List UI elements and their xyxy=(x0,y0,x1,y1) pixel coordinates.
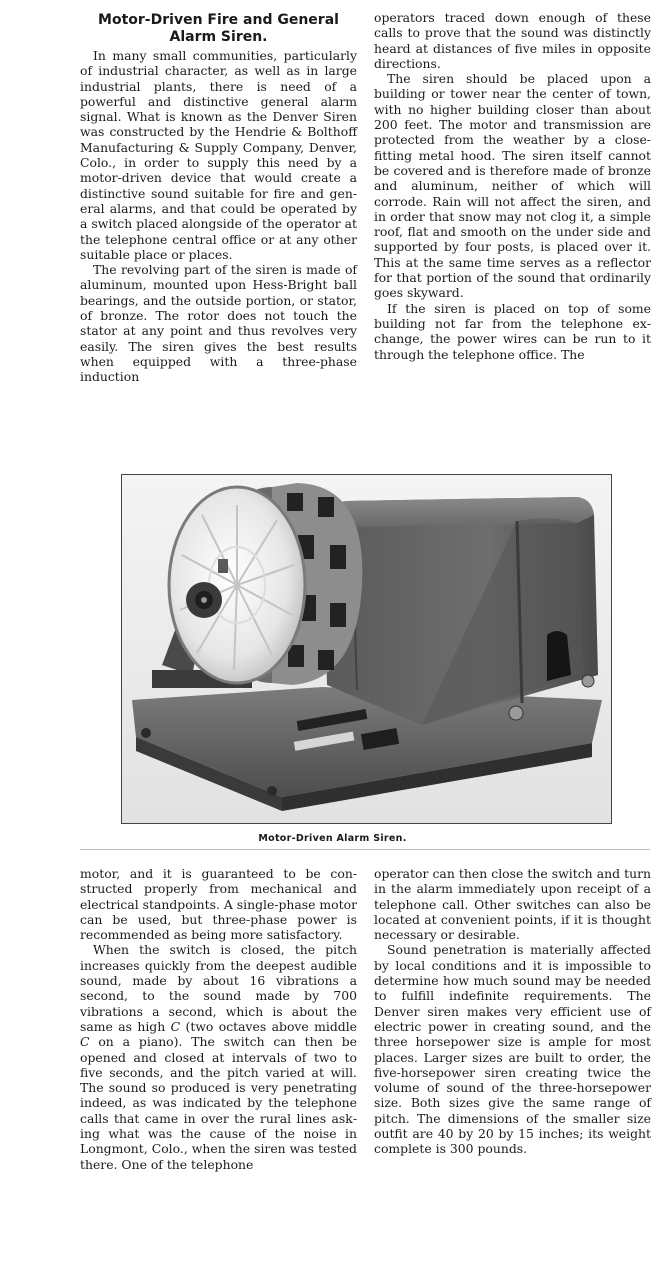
divider xyxy=(80,849,650,850)
paragraph: operator can then close the switch and turn in the alarm immediately upon receipt of a telephone call. Other switches can also be located at convenient points, if it is thought necessary or desirable. xyxy=(374,866,651,943)
title-line-2: Alarm Siren. xyxy=(169,29,268,45)
siren-photograph xyxy=(121,474,612,824)
paragraph: The siren should be placed upon a building or tower near the center of town, with no higher building closer than about 200 feet. The motor and transmission are protected from the weather by a close-fitting metal hood. The siren itself cannot be covered and is therefore made of bronze and aluminum, neither of which will corrode. Rain will not affect the siren, and in order that snow may not clog it, a simple roof, flat and smooth on the under side and supported by four posts, is placed over it. This at the same time serves as a reflector for that portion of the sound that ordinarily goes skyward. xyxy=(374,71,651,301)
siren-drum xyxy=(169,483,362,685)
column-bottom-left xyxy=(80,866,357,1172)
article-title xyxy=(80,12,357,46)
paragraph: motor, and it is guaranteed to be constructed properly from mechanical and electrical standpoints. A single-phase motor can be used, but three-phase power is recommended as being more satisfactory. xyxy=(80,866,357,943)
column-top-left xyxy=(80,12,357,385)
paragraph: If the siren is placed on top of some building not far from the telephone exchange, the power wires can be run to it through the telephone office. The xyxy=(374,300,651,362)
paragraph: The revolving part of the siren is made of aluminum, mounted upon Hess-Bright ball bearings, and the outside portion, or stator, of bronze. The rotor does not touch the stator at any point and thus revolves very easily. The siren gives the best results when equipped with a three-phase induction xyxy=(80,262,357,385)
column-bottom-right xyxy=(374,866,651,1157)
paragraph: Sound penetration is materially affected by local conditions and it is impossible to determine how much sound may be needed to fulfill indefinite requirements. The Denver siren makes very efficient use of electric power in creating sound, and the three horsepower size is ample for most places. Larger sizes are built to order, the five-horsepower siren creating twice the volume of sound of the three-horsepower size. Both sizes give the same range of pitch. The dimensions of the smaller size outfit are 40 by 20 by 15 inches; its weight complete is 300 pounds. xyxy=(374,942,651,1157)
paragraph xyxy=(80,942,357,1171)
column-top-right xyxy=(374,10,651,362)
siren-illustration xyxy=(122,475,611,823)
note-letter: C xyxy=(80,1034,90,1050)
title-line-1: Motor-Driven Fire and General xyxy=(98,12,339,28)
text-run: on a piano). The switch can then be opened and closed at intervals of two to five seconds, and the pitch varied at will. The sound so produced is very penetrating indeed, as was indicated by the telephone calls that came in over the rural lines asking what was the cause of the noise in Longmont, Colo., when the siren was tested there. One of the telephone xyxy=(80,1034,357,1172)
text-run: When the switch is closed, the pitch increases quickly from the deepest audible sound, made by about 16 vibrations a second, to the sound made by 700 vibrations a second, which is about the same as high xyxy=(80,942,357,1034)
note-letter: C xyxy=(170,1018,181,1034)
figure-caption: Motor-Driven Alarm Siren. xyxy=(258,833,407,844)
text-run: (two octaves above middle xyxy=(180,1018,358,1034)
paragraph: In many small communities, particularly of industrial character, as well as in large industrial plants, there is need of a powerful and distinctive general alarm signal. What is known as the Denver Siren was constructed by the Hendrie & Bolthoff Manufacturing & Supply Company, Denver, Colo., in order to supply this need by a motor-driven device that would create a distinctive sound suitable for fire and general alarms, and that could be operated by a switch placed alongside of the operator at the telephone central office or at any other suitable place or places. xyxy=(80,48,357,262)
paragraph: operators traced down enough of these calls to prove that the sound was distinctly heard at distances of five miles in opposite directions. xyxy=(374,10,651,71)
